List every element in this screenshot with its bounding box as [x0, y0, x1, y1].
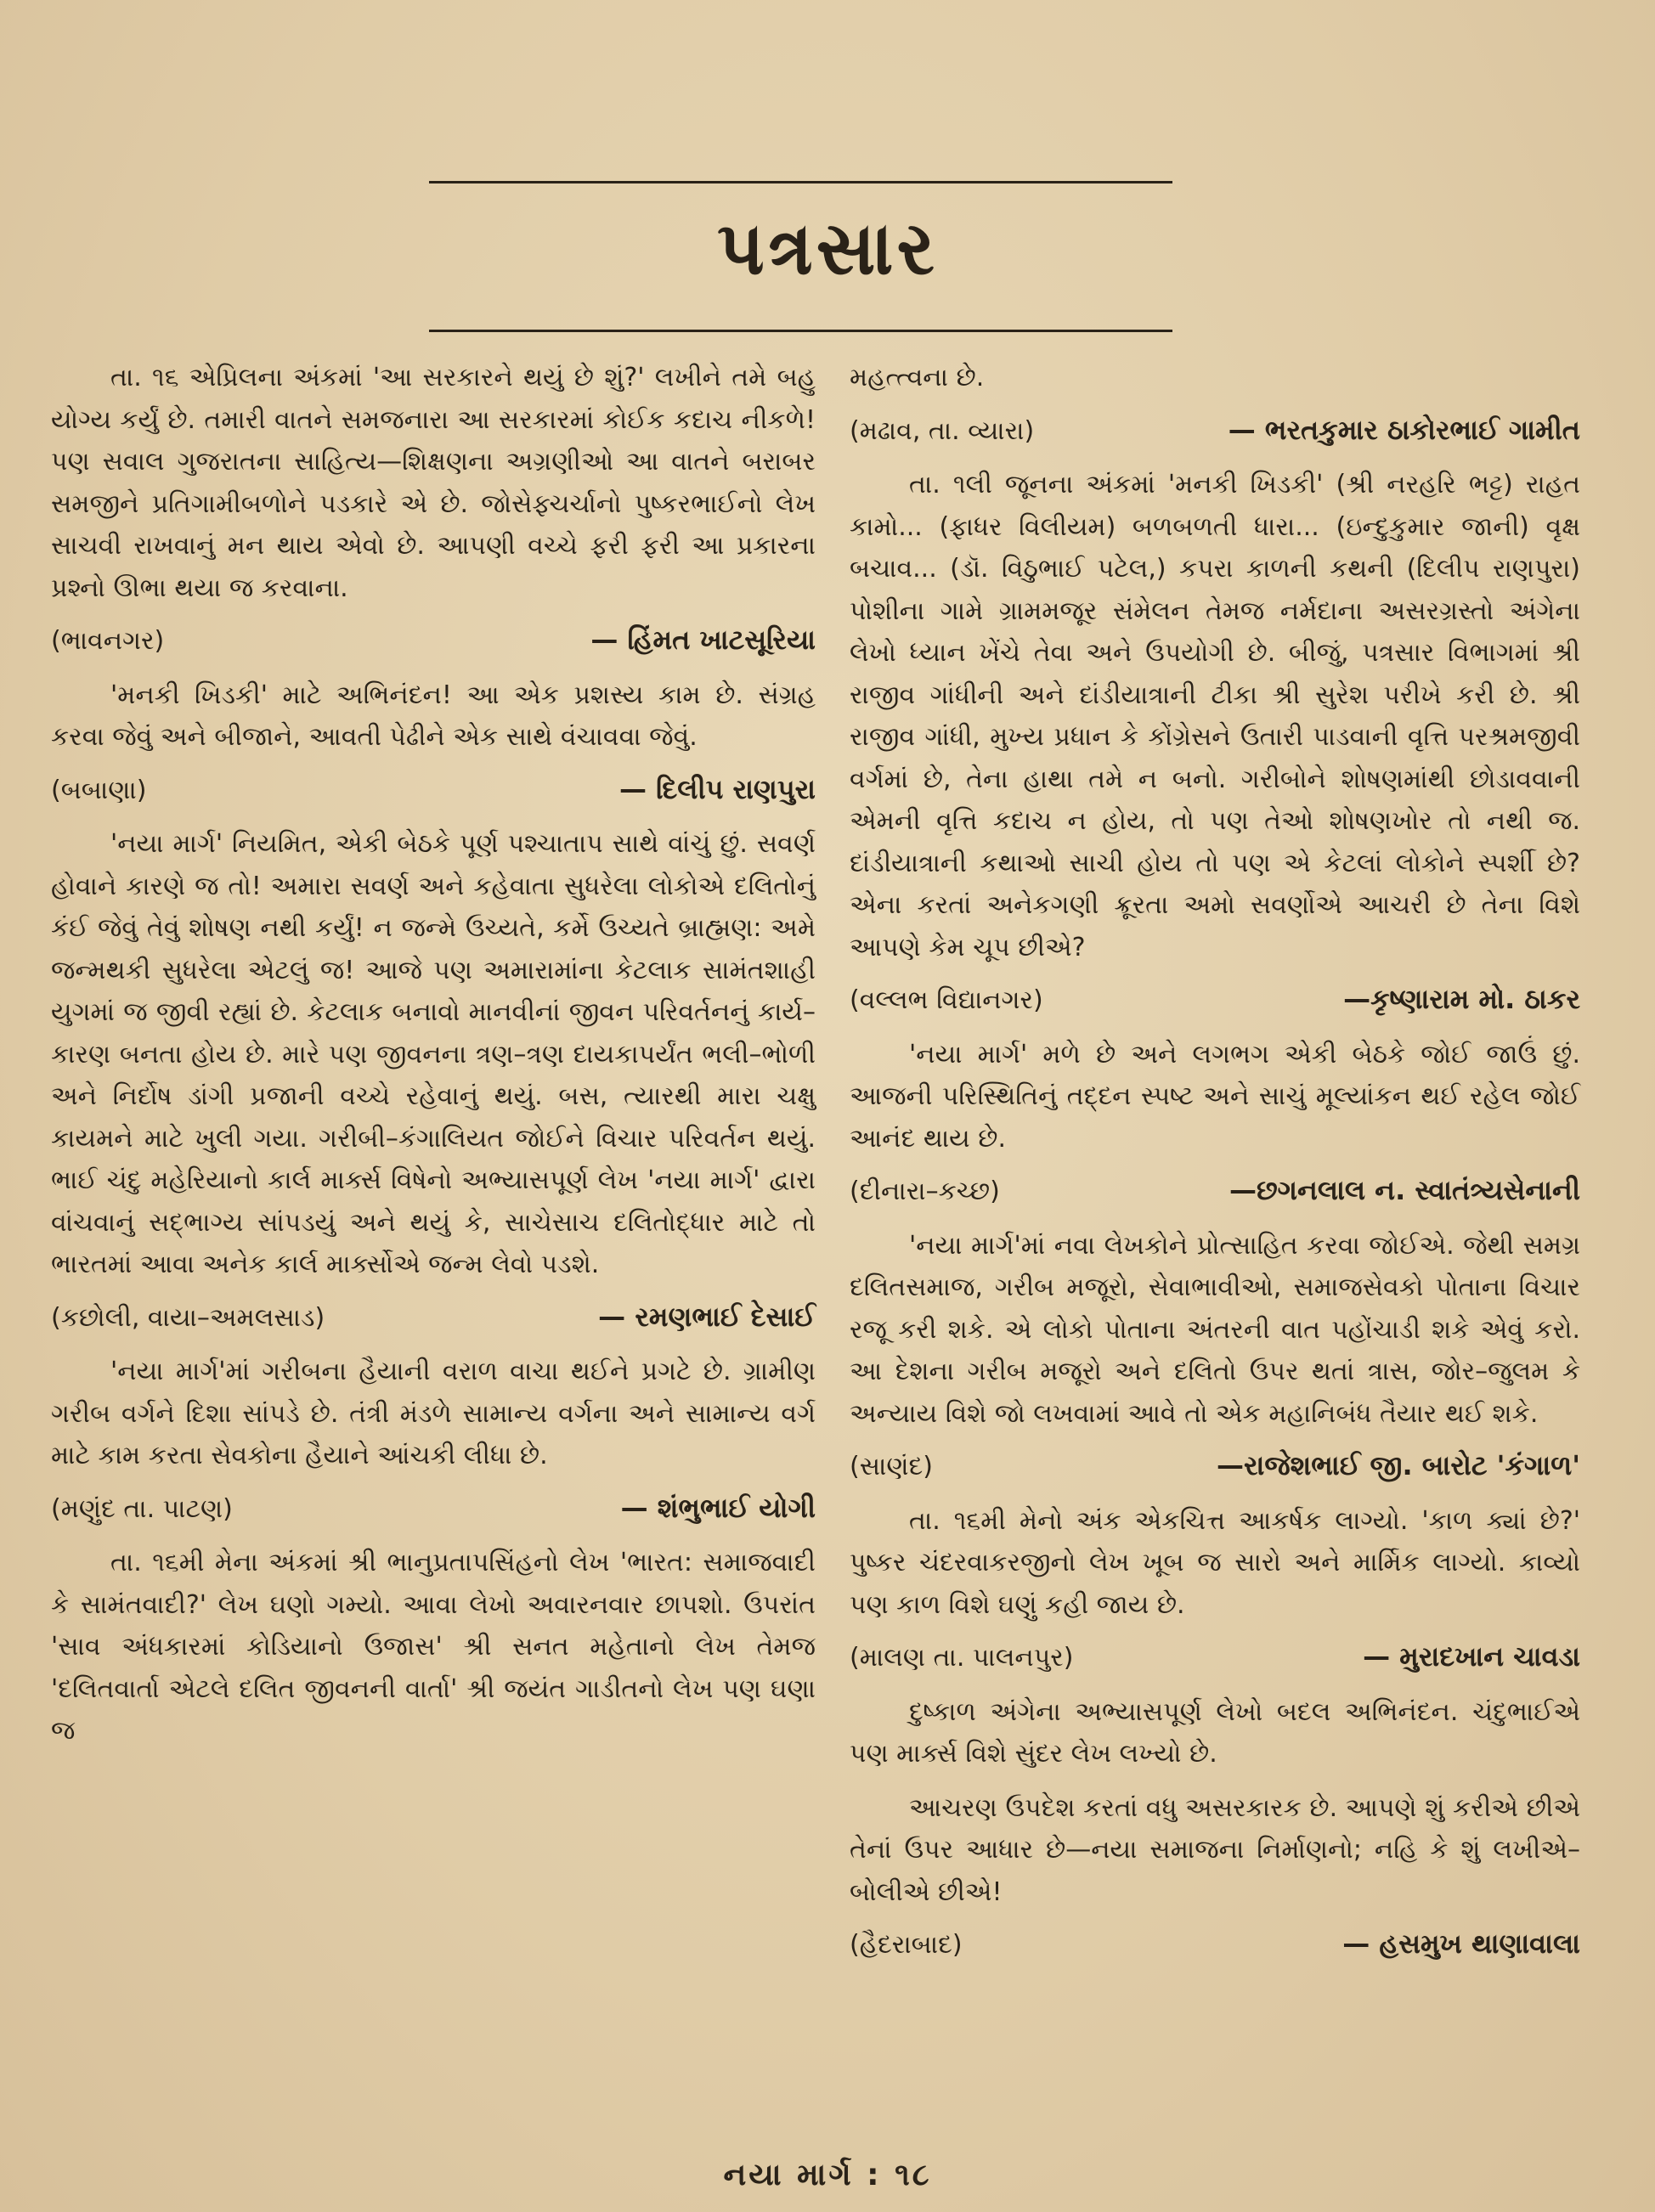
letter-paragraph: દુષ્કાળ અંગેના અભ્યાસપૂર્ણ લેખો બદલ અભિનંદન. ચંદુભાઈએ પણ માર્ક્સ વિશે સુંદર લેખ લખ્યો છે.	[850, 1696, 1580, 1769]
letter-signature	[850, 409, 1580, 453]
letter-paragraph: 'મનકી ખિડકી' માટે અભિનંદન! આ એક પ્રશસ્ય કામ છે. સંગ્રહ કરવા જેવું અને બીજાને, આવતી પેઢીને એક સાથે વંચાવવા જેવું.	[51, 680, 816, 752]
letter-paragraph: આચરણ ઉપદેશ કરતાં વધુ અસરકારક છે. આપણે શું કરીએ છીએ તેનાં ઉપર આધાર છે—નયા સમાજના નિર્માણનો; નહિ કે શું લખીએ–બોલીએ છીએ!	[850, 1792, 1580, 1907]
signature-author: —છગનલાલ ન. સ્વાતંત્ર્યસેનાની	[1229, 1174, 1580, 1206]
letter-signature	[850, 979, 1580, 1022]
signature-author: — શંભુભાઈ યોગી	[620, 1491, 816, 1524]
signature-place: (મઢાવ, તા. વ્યારા)	[850, 415, 1035, 446]
letter-paragraph: તા. ૧લી જૂનના અંકમાં 'મનકી ખિડકી' (શ્રી નરહરિ ભટ્ટ) રાહત કામો... (ફાધર વિલીયમ) બળબળતી ધારા... (ઇન્દુકુમાર જાની) વૃક્ષ બચાવ... (ડૉ. વિઠુભાઈ પટેલ,) કપરા કાળની કથની (દિલીપ રાણપુરા) પોશીના ગામે ગ્રામમજૂર સંમેલન તેમજ નર્મદાના અસરગ્રસ્તો અંગેના લેખો ધ્યાન ખેંચે તેવા અને ઉપયોગી છે. બીજું, પત્રસાર વિભાગમાં શ્રી રાજીવ ગાંધીની અને દાંડીયાત્રાની ટીકા શ્રી સુરેશ પરીખે કરી છે. શ્રી રાજીવ ગાંધી, મુખ્ય પ્રધાન કે કોંગ્રેસને ઉતારી પાડવાની વૃત્તિ પરશ્રમજીવી વર્ગમાં છે, તેના હાથા તમે ન બનો. ગરીબોને શોષણમાંથી છોડાવવાની એમની વૃત્તિ કદાચ ન હોય, તો પણ તેઓ શોષણખોર તો નથી જ. દાંડીયાત્રાની કથાઓ સાચી હોય તો પણ એ કેટલાં લોકોને સ્પર્શી છે? એના કરતાં અનેકગણી ક્રૂરતા અમો સવર્ણોએ આચરી છે તેના વિશે આપણે કેમ ચૂપ છીએ?	[850, 470, 1580, 962]
title-top-rule	[429, 181, 1172, 183]
signature-place: (વલ્લભ વિદ્યાનગર)	[850, 985, 1043, 1015]
signature-place: (હૈદરાબાદ)	[850, 1930, 963, 1960]
letter-signature	[850, 1445, 1580, 1488]
signature-place: (સાણંદ)	[850, 1452, 933, 1481]
letter-paragraph: 'નયા માર્ગ'માં નવા લેખકોને પ્રોત્સાહિત કરવા જોઈએ. જેથી સમગ્ર દલિતસમાજ, ગરીબ મજૂરો, સેવાભાવીઓ, સમાજસેવકો પોતાના વિચાર રજૂ કરી શકે. એ લોકો પોતાના અંતરની વાત પહોંચાડી શકે એવું કરો. આ દેશના ગરીબ મજૂરો અને દલિતો ઉપર થતાં ત્રાસ, જોર–જુલમ કે અન્યાય વિશે જો લખવામાં આવે તો એક મહાનિબંધ તૈયાર થઈ શકે.	[850, 1230, 1580, 1429]
letter-signature	[850, 1636, 1580, 1679]
signature-place: (મણુંદ તા. પાટણ)	[51, 1493, 233, 1524]
signature-place: (માલણ તા. પાલનપુર)	[850, 1643, 1074, 1673]
letter-paragraph: 'નયા માર્ગ' મળે છે અને લગભગ એકી બેઠકે જોઈ જાઉં છું. આજની પરિસ્થિતિનું તદ્દન સ્પષ્ટ અને સાચું મૂલ્યાંકન થઈ રહેલ જોઈ આનંદ થાય છે.	[850, 1039, 1580, 1154]
letter-signature	[51, 1487, 816, 1531]
page-title: પત્રસાર	[717, 206, 938, 291]
letter-paragraph: મહત્ત્વના છે.	[850, 363, 985, 392]
title-bottom-rule	[429, 330, 1172, 332]
letter-signature	[51, 1296, 816, 1340]
page-footer: નયા માર્ગ : ૧૮	[723, 2158, 932, 2192]
letter-signature	[850, 1923, 1580, 1967]
signature-author: — હસમુખ થાણાવાલા	[1342, 1927, 1580, 1960]
signature-place: (બબાણા)	[51, 775, 147, 805]
signature-author: — રમણભાઈ દેસાઈ	[598, 1300, 816, 1333]
signature-author: —રાજેશભાઈ જી. બારોટ 'કંગાળ'	[1216, 1449, 1580, 1481]
signature-place: (દીનારા–કચ્છ)	[850, 1177, 1000, 1206]
signature-author: — હિંમત ખાટસૂરિયા	[590, 624, 816, 656]
signature-author: — ભરતકુમાર ઠાકોરભાઈ ગામીત	[1228, 413, 1580, 446]
section-gap	[850, 1775, 1580, 1787]
letter-paragraph: તા. ૧૬મી મેના અંકમાં શ્રી ભાનુપ્રતાપસિંહનો લેખ 'ભારત: સમાજવાદી કે સામંતવાદી?' લેખ ઘણો ગમ્યો. આવા લેખો અવારનવાર છાપશો. ઉપરાંત 'સાવ અંધકારમાં કોડિયાનો ઉજાસ' શ્રી સનત મહેતાનો લેખ તેમજ 'દલિતવાર્તા એટલે દલિત જીવનની વાર્તા' શ્રી જયંત ગાડીતનો લેખ પણ ઘણા જ	[51, 1548, 816, 1746]
letter-signature	[51, 619, 816, 663]
signature-author: — દિલીપ રાણપુરા	[619, 772, 816, 805]
letter-paragraph: 'નયા માર્ગ' નિયમિત, એકી બેઠકે પૂર્ણ પશ્ચાતાપ સાથે વાંચું છું. સવર્ણ હોવાને કારણે જ તો! અમારા સવર્ણ અને કહેવાતા સુધરેલા લોકોએ દલિતોનું કંઈ જેવું તેવું શોષણ નથી કર્યું! ન જન્મે ઉચ્યતે, કર્મે ઉચ્યતે બ્રાહ્મણ: અમે જન્મથકી સુધરેલા એટલું જ! આજે પણ અમારામાંના કેટલાક સામંતશાહી યુગમાં જ જીવી રહ્યાં છે. કેટલાક બનાવો માનવીનાં જીવન પરિવર્તનનું કાર્ય–કારણ બનતા હોય છે. મારે પણ જીવનના ત્રણ–ત્રણ દાયકાપર્યંત ભલી–ભોળી અને નિર્દોષ ડાંગી પ્રજાની વચ્ચે રહેવાનું થયું. બસ, ત્યારથી મારા ચક્ષુ કાયમને માટે ખુલી ગયા. ગરીબી–કંગાલિયત જોઈને વિચાર પરિવર્તન થયું. ભાઈ ચંદુ મહેરિયાનો કાર્લ માર્ક્સ વિષેનો અભ્યાસપૂર્ણ લેખ 'નયા માર્ગ' દ્વારા વાંચવાનું સદ્ભાગ્ય સાંપડયું અને થયું કે, સાચેસાચ દલિતોદ્ધાર માટે તો ભારતમાં આવા અનેક કાર્લ માર્ક્સોએ જન્મ લેવો પડશે.	[51, 829, 816, 1279]
left-column	[51, 357, 816, 1752]
letter-paragraph: તા. ૧૬ એપ્રિલના અંકમાં 'આ સરકારને થયું છે શું?' લખીને તમે બહુ યોગ્ય કર્યું છે. તમારી વાતને સમજનારા આ સરકારમાં કોઈક કદાચ નીકળે! પણ સવાલ ગુજરાતના સાહિત્ય—શિક્ષણના અગ્રણીઓ આ વાતને બરાબર સમજીને પ્રતિગામીબળોને પડકારે એ છે. જોસેફ્ચર્ચાનો પુષ્કરભાઈનો લેખ સાચવી રાખવાનું મન થાય એવો છે. આપણી વચ્ચે ફરી ફરી આ પ્રકારના પ્રશ્નો ઊભા થયા જ કરવાના.	[51, 363, 816, 603]
signature-author: —કૃષ્ણારામ મો. ઠાકર	[1343, 983, 1580, 1015]
signature-place: (કછોલી, વાયા–અમલસાડ)	[51, 1302, 325, 1333]
right-column	[850, 357, 1580, 1978]
signature-author: — મુરાદખાન ચાવડા	[1363, 1640, 1580, 1673]
letter-paragraph: 'નયા માર્ગ'માં ગરીબના હૈયાની વરાળ વાચા થઈને પ્રગટે છે. ગ્રામીણ ગરીબ વર્ગને દિશા સાંપડે છે. તંત્રી મંડળે સામાન્ય વર્ગના અને સામાન્ય વર્ગ માટે કામ કરતા સેવકોના હૈયાને આંચકી લીધા છે.	[51, 1357, 816, 1470]
signature-place: (ભાવનગર)	[51, 626, 165, 656]
letter-signature	[51, 769, 816, 812]
letter-signature	[850, 1170, 1580, 1213]
letter-paragraph: તા. ૧૬મી મેનો અંક એકચિત્ત આકર્ષક લાગ્યો. 'કાળ ક્યાં છે?' પુષ્કર ચંદરવાકરજીનો લેખ ખૂબ જ સારો અને માર્મિક લાગ્યો. કાવ્યો પણ કાળ વિશે ઘણું કહી જાય છે.	[850, 1505, 1580, 1620]
